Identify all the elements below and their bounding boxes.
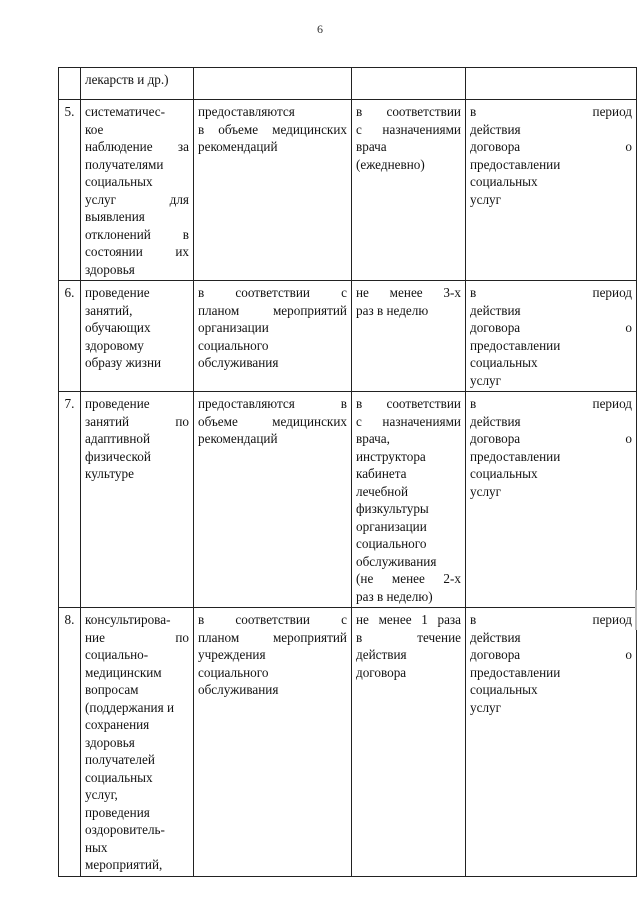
table-row: [59, 608, 637, 877]
row-number-cell: 5.: [59, 100, 81, 281]
scope-line: планом мероприятий: [198, 629, 347, 645]
service-cell: [81, 608, 194, 877]
service-line: вопросам: [85, 682, 139, 697]
service-line: медицинским: [85, 664, 162, 680]
scope-line: объеме медицинских: [198, 413, 347, 429]
frequency-cell: [352, 608, 466, 877]
scope-line: рекомендаций: [198, 431, 278, 446]
frequency-line: инструктора: [356, 448, 426, 464]
scope-line: социального: [198, 664, 269, 680]
period-line: предоставлении: [470, 664, 561, 680]
service-line: услуг,: [85, 787, 118, 802]
frequency-line: лечебной: [356, 483, 409, 499]
frequency-line: с назначениями: [356, 413, 461, 429]
service-cell: [81, 100, 194, 281]
period-line: договора о: [470, 320, 632, 335]
service-line: консультирова-: [85, 612, 171, 627]
service-line: (поддержания и: [85, 699, 175, 715]
period-line: услуг: [470, 191, 502, 207]
period-line: договора о: [470, 139, 632, 154]
frequency-line: (не менее 2-х: [356, 571, 461, 586]
service-line: услуг для: [85, 191, 189, 207]
scope-line: предоставляются: [198, 104, 295, 119]
table-row: [59, 100, 637, 281]
period-line: социальных: [470, 466, 538, 481]
scope-cell: [194, 100, 352, 281]
scope-line: в соответствии с: [198, 285, 347, 300]
frequency-cell: [352, 392, 466, 608]
service-line: проведение: [85, 285, 150, 300]
table-row: [59, 392, 637, 608]
service-line: проведение: [85, 396, 150, 411]
period-line: действия: [470, 302, 521, 318]
service-line: адаптивной: [85, 431, 151, 446]
period-line: действия: [470, 629, 521, 645]
frequency-cell: [352, 100, 466, 281]
page-number: 6: [317, 22, 323, 36]
service-line: получателей: [85, 752, 155, 767]
period-line: услуг: [470, 372, 502, 388]
services-table: [58, 67, 637, 877]
service-line: состоянии их: [85, 244, 189, 259]
period-cell: [466, 68, 637, 100]
service-line: здоровому: [85, 337, 144, 353]
scope-line: организации: [198, 320, 269, 335]
frequency-line: с назначениями: [356, 121, 461, 137]
frequency-line: социального: [356, 536, 427, 551]
frequency-line: (ежедневно): [356, 156, 425, 172]
service-cell: [81, 392, 194, 608]
scan-edge-shadow: [635, 590, 637, 630]
period-line: социальных: [470, 174, 538, 189]
service-line: лекарств и др.): [85, 72, 169, 87]
row-number-cell: [59, 68, 81, 100]
scope-cell: [194, 392, 352, 608]
period-line: в период: [470, 285, 632, 300]
scope-line: учреждения: [198, 647, 266, 662]
row-number-cell: 7.: [59, 392, 81, 608]
service-line: сохранения: [85, 717, 150, 732]
period-cell: [466, 608, 637, 877]
frequency-line: не менее 1 раза: [356, 612, 461, 627]
frequency-cell: [352, 281, 466, 392]
service-line: ние по: [85, 629, 189, 645]
service-line: занятий по: [85, 413, 189, 429]
scope-line: в соответствии с: [198, 612, 347, 627]
service-line: получателями: [85, 156, 164, 172]
service-line: систематичес-: [85, 104, 166, 119]
period-line: в период: [470, 612, 632, 627]
row-number-cell: 6.: [59, 281, 81, 392]
frequency-line: кабинета: [356, 466, 407, 481]
scope-cell: [194, 281, 352, 392]
period-line: услуг: [470, 699, 502, 715]
service-line: образу жизни: [85, 355, 162, 370]
frequency-cell: [352, 68, 466, 100]
frequency-line: врача,: [356, 431, 390, 446]
scope-line: обслуживания: [198, 355, 279, 370]
frequency-line: раз в неделю: [356, 302, 429, 318]
period-line: договора о: [470, 431, 632, 446]
scope-cell: [194, 608, 352, 877]
period-line: в период: [470, 396, 632, 411]
row-number-cell: 8.: [59, 608, 81, 877]
period-cell: [466, 100, 637, 281]
frequency-line: в соответствии: [356, 396, 461, 411]
service-line: мероприятий,: [85, 857, 163, 872]
service-line: отклонений в: [85, 226, 189, 242]
scope-line: социального: [198, 337, 269, 353]
period-line: действия: [470, 121, 521, 137]
service-line: проведения: [85, 804, 150, 820]
service-line: занятий,: [85, 302, 133, 318]
period-line: услуг: [470, 483, 502, 499]
period-line: предоставлении: [470, 337, 561, 353]
service-line: социально-: [85, 647, 149, 662]
service-line: выявления: [85, 209, 145, 224]
frequency-line: раз в неделю): [356, 588, 433, 604]
frequency-line: договора: [356, 664, 407, 680]
period-line: в период: [470, 104, 632, 119]
frequency-line: в соответствии: [356, 104, 461, 119]
period-line: действия: [470, 413, 521, 429]
period-cell: [466, 281, 637, 392]
scope-cell: [194, 68, 352, 100]
service-line: социальных: [85, 769, 153, 785]
frequency-line: физкультуры: [356, 501, 429, 516]
frequency-line: обслуживания: [356, 553, 437, 569]
table-row: [59, 281, 637, 392]
scope-line: рекомендаций: [198, 139, 278, 154]
scope-line: обслуживания: [198, 682, 279, 697]
table-row: [59, 68, 637, 100]
service-line: здоровья: [85, 734, 135, 750]
service-line: социальных: [85, 174, 153, 189]
period-cell: [466, 392, 637, 608]
scope-line: планом мероприятий: [198, 302, 347, 318]
service-line: кое: [85, 121, 104, 137]
service-cell: [81, 68, 194, 100]
frequency-line: в течение: [356, 629, 461, 645]
frequency-line: действия: [356, 647, 407, 662]
scope-line: в объеме медицинских: [198, 121, 347, 137]
service-line: обучающих: [85, 320, 151, 335]
period-line: предоставлении: [470, 448, 561, 464]
period-line: социальных: [470, 355, 538, 370]
service-line: физической: [85, 448, 151, 464]
service-line: ных: [85, 839, 108, 855]
scope-line: предоставляются в: [198, 396, 347, 411]
frequency-line: организации: [356, 518, 427, 534]
period-line: социальных: [470, 682, 538, 697]
service-line: наблюдение за: [85, 139, 189, 154]
service-line: оздоровитель-: [85, 822, 165, 837]
period-line: договора о: [470, 647, 632, 662]
period-line: предоставлении: [470, 156, 561, 172]
service-line: культуре: [85, 466, 134, 481]
frequency-line: не менее 3-х: [356, 285, 461, 300]
frequency-line: врача: [356, 139, 387, 154]
service-cell: [81, 281, 194, 392]
services-table-body: [59, 68, 637, 877]
service-line: здоровья: [85, 261, 135, 277]
